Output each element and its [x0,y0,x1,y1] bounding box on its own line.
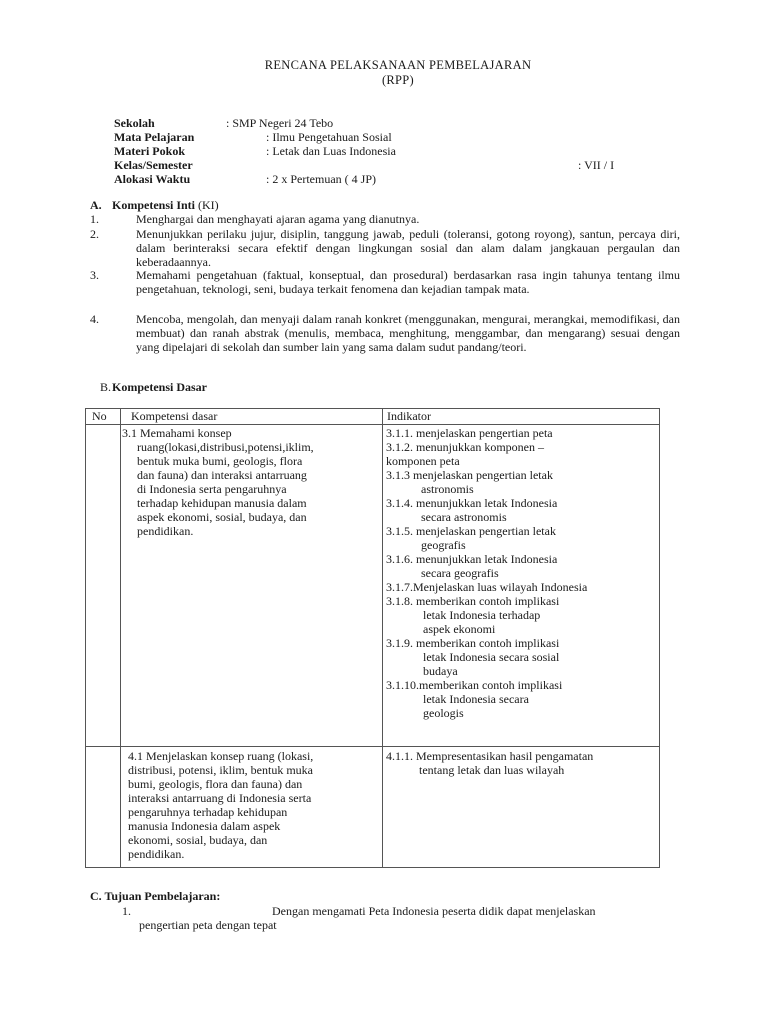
kd-text-line: terhadap kehidupan manusia dalam [137,496,307,510]
ki-item: Memahami pengetahuan (faktual, konseptual, dan prosedural) berdasarkan rasa ingin tahunya tentang ilmu pengetahuan, teknologi, seni, budaya terkait fenomena dan kejadian tampak mata. [136,268,680,296]
indicator-item-cont: secara geografis [421,566,499,580]
indicator-item: 3.1.4. menunjukkan letak Indonesia [386,496,558,510]
kd-text-line: interaksi antarruang di Indonesia serta [128,791,312,805]
kd-text-line: bentuk muka bumi, geologis, flora [137,454,303,468]
document-subtitle: (RPP) [381,73,415,87]
indicator-item-cont: budaya [423,664,458,678]
indicator-item-cont: aspek ekonomi [423,622,496,636]
kd-text-line: di Indonesia serta pengaruhnya [137,482,287,496]
table-cell-kd [121,425,383,747]
table-header-no: No [86,409,121,425]
identity-value-time: : 2 x Pertemuan ( 4 JP) [266,172,376,186]
kd-text-line: ekonomi, sosial, budaya, dan [128,833,268,847]
section-c-heading: C. Tujuan Pembelajaran: [90,889,221,903]
table-header-indicator: Indikator [383,409,660,425]
kd-text-line: pengaruhnya terhadap kehidupan [128,805,288,819]
ki-number: 2. [90,227,99,241]
kd-text [121,747,382,867]
identity-label-school: Sekolah [114,116,155,130]
kd-text: 3.1 Memahami konsep [122,426,232,440]
indicator-item-cont: geografis [421,538,466,552]
kd-text-line: ruang(lokasi,distribusi,potensi,iklim, [137,440,314,454]
indicator-item: 3.1.6. menunjukkan letak Indonesia [386,552,558,566]
section-b-letter: B. [100,380,112,394]
indicator-item-cont: letak Indonesia secara [423,692,529,706]
ki-item: Menghargai dan menghayati ajaran agama yang dianutnya. [136,212,420,226]
indicator-item: 3.1.8. memberikan contoh implikasi [386,594,560,608]
kd-text-line: bumi, geologis, flora dan fauna) dan [128,777,303,791]
kd-text-line: distribusi, potensi, iklim, bentuk muka [128,763,313,777]
identity-label-subject: Mata Pelajaran [114,130,195,144]
indicator-item: 3.1.3 menjelaskan pengertian letak [386,468,553,482]
kd-text-line: pendidikan. [137,524,194,538]
table-cell-indicator [383,425,660,747]
ki-number: 4. [90,312,99,326]
identity-label-time: Alokasi Waktu [114,172,191,186]
indicator-item: 3.1.9. memberikan contoh implikasi [386,636,560,650]
section-a-letter: A. [90,198,102,212]
indicator-item: 3.1.2. menunjukkan komponen – [386,440,544,454]
indicator-list [383,747,659,867]
indicator-item-cont: komponen peta [386,454,460,468]
indicator-item-cont: letak Indonesia terhadap [423,608,541,622]
indicator-item: 3.1.5. menjelaskan pengertian letak [386,524,556,538]
table-header-kd: Kompetensi dasar [121,409,383,425]
identity-value-class: : VII / I [578,158,615,172]
indicator-item-cont: tentang letak dan luas wilayah [419,763,565,777]
indicator-item: 4.1.1. Mempresentasikan hasil pengamatan [386,749,594,763]
table-cell-no [86,425,121,747]
document-title: RENCANA PELAKSANAAN PEMBELAJARAN [264,58,532,72]
indicator-item: 3.1.1. menjelaskan pengertian peta [386,426,553,440]
indicator-item-cont: astronomis [421,482,474,496]
ki-item: Menunjukkan perilaku jujur, disiplin, tanggung jawab, peduli (toleransi, gotong royong), santun, percaya diri, dalam berinteraksi secara efektif dengan lingkungan sosial dan alam dalam jangkauan pergaulan dan keberadaannya. [136,227,680,269]
section-b-heading: Kompetensi Dasar [112,380,207,394]
table-cell-kd [121,747,383,868]
identity-value-subject: : Ilmu Pengetahuan Sosial [266,130,392,144]
table-row [86,425,660,747]
objective-text: Dengan mengamati Peta Indonesia peserta didik dapat menjelaskan [272,904,596,918]
objective-number: 1. [122,904,131,918]
section-a-heading [112,198,219,212]
identity-label-topic: Materi Pokok [114,144,185,158]
ki-number: 3. [90,268,99,282]
kd-text-line: aspek ekonomi, sosial, budaya, dan [137,510,307,524]
table-cell-no [86,747,121,868]
objective-text-cont: pengertian peta dengan tepat [139,918,277,932]
indicator-item-cont: geologis [423,706,464,720]
table-cell-indicator [383,747,660,868]
ki-item: Mencoba, mengolah, dan menyaji dalam ranah konkret (menggunakan, mengurai, merangkai, memodifikasi, dan membuat) dan ranah abstrak (menulis, membaca, menghitung, menggambar, dan mengarang) sesuai dengan yang dipelajari di sekolah dan sumber lain yang sama dalam sudut pandang/teori. [136,312,680,354]
indicator-item: 3.1.10.memberikan contoh implikasi [386,678,563,692]
kd-text-line: pendidikan. [128,847,185,861]
section-a-heading-suffix: (KI) [198,198,219,212]
kd-text-line: manusia Indonesia dalam aspek [128,819,281,833]
indicator-item-cont: letak Indonesia secara sosial [423,650,560,664]
indicator-item-cont: secara astronomis [421,510,507,524]
identity-value-school: : SMP Negeri 24 Tebo [226,116,334,130]
section-a-heading-text: Kompetensi Inti [112,198,196,212]
ki-number: 1. [90,212,99,226]
kd-text-line: dan fauna) dan interaksi antarruang [137,468,307,482]
identity-value-topic: : Letak dan Luas Indonesia [266,144,396,158]
table-header-row [86,409,660,425]
indicator-list [383,425,659,746]
competency-table [85,408,660,868]
table-row [86,747,660,868]
identity-label-class: Kelas/Semester [114,158,193,172]
indicator-item: 3.1.7.Menjelaskan luas wilayah Indonesia [386,580,588,594]
kd-text-line: 4.1 Menjelaskan konsep ruang (lokasi, [128,749,314,763]
